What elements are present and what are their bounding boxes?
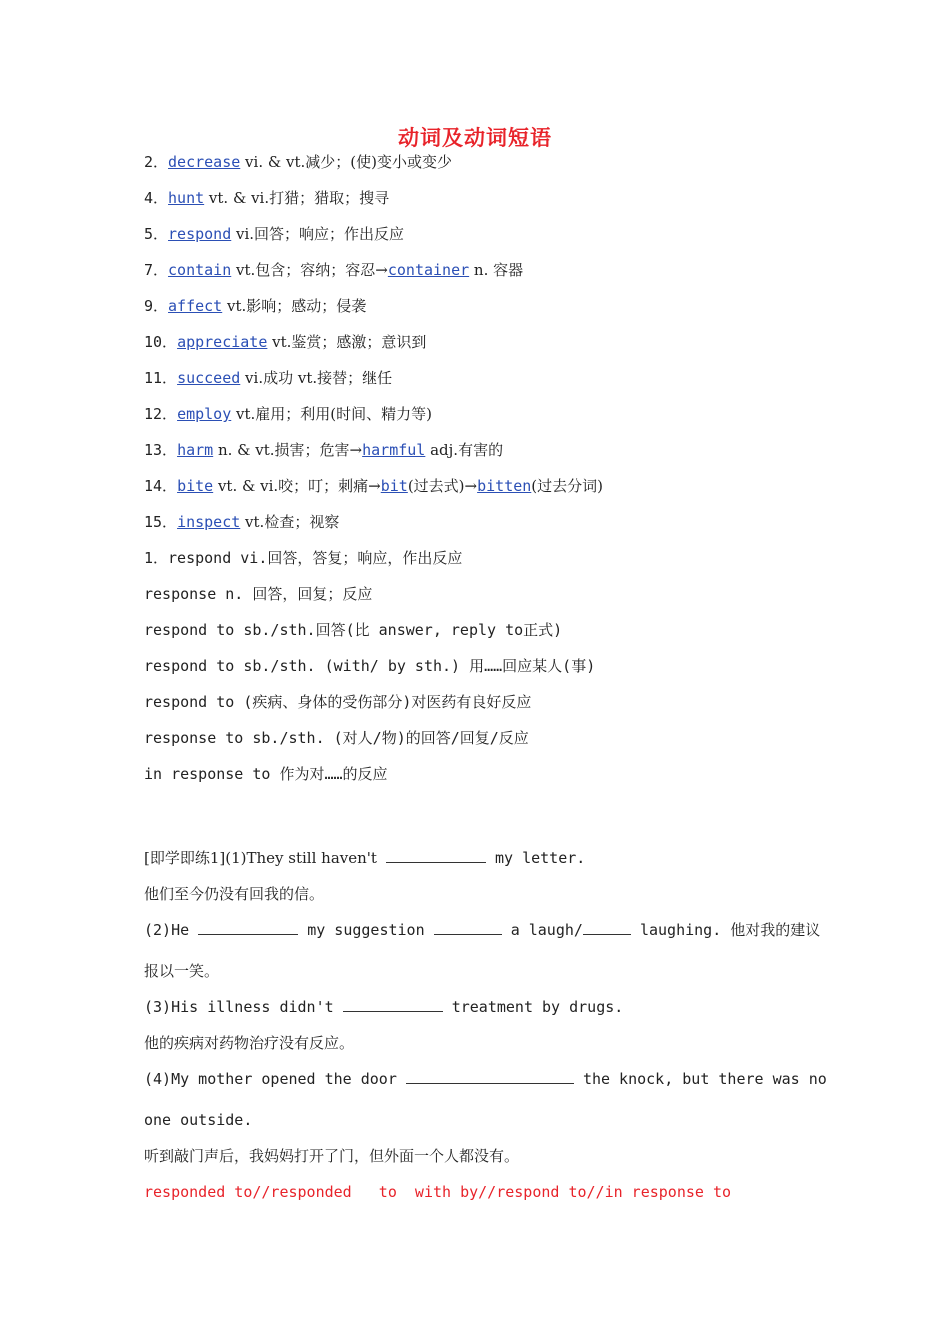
- vocab-item: [144, 332, 426, 352]
- answer-blank[interactable]: [583, 920, 631, 935]
- item-number: 4．: [144, 189, 169, 207]
- vocab-word-link[interactable]: harm: [177, 441, 214, 459]
- vocab-derived-link[interactable]: container: [387, 261, 470, 279]
- exercise-q4-continued: one outside.: [144, 1111, 253, 1129]
- vocab-item: [144, 512, 339, 532]
- item-number: 10．: [144, 333, 178, 351]
- exercise-q1-translation: 他们至今仍没有回我的信。: [144, 885, 325, 903]
- note-line: response to sb./sth. (对人/物)的回答/回复/反应: [144, 729, 529, 747]
- answer-blank[interactable]: [198, 920, 298, 935]
- note-line: respond to sb./sth.回答(比 answer, reply to正式): [144, 621, 563, 639]
- item-number: 11．: [144, 369, 178, 387]
- item-number: 7．: [144, 261, 169, 279]
- vocab-definition: vt.影响；感动；侵袭: [222, 297, 367, 315]
- item-number: 14．: [144, 477, 178, 495]
- note-line: in response to 作为对……的反应: [144, 765, 388, 783]
- vocab-word-link[interactable]: bite: [177, 477, 214, 495]
- answer-blank[interactable]: [386, 848, 486, 863]
- vocab-definition: vi.回答；响应；作出反应: [231, 225, 405, 243]
- item-number: 2．: [144, 153, 169, 171]
- vocab-definition: vt.鉴赏；感激；意识到: [267, 333, 427, 351]
- question-text: [即学即练1](1)They still haven't: [144, 849, 377, 867]
- vocab-definition: (过去式)→: [407, 477, 478, 495]
- vocab-derived-link[interactable]: bit: [380, 477, 408, 495]
- vocab-derived-link[interactable]: harmful: [362, 441, 426, 459]
- vocab-definition: vt. & vi.咬；叮；刺痛→: [213, 477, 381, 495]
- answer-blank[interactable]: [343, 997, 443, 1012]
- vocab-definition: adj.有害的: [425, 441, 504, 459]
- vocab-definition: vi. & vt.减少；(使)变小或变少: [240, 153, 452, 171]
- vocab-item: [144, 404, 432, 424]
- vocab-definition: vt.雇用；利用(时间、精力等): [231, 405, 432, 423]
- vocab-item: [144, 224, 404, 244]
- question-text: the knock, but there was no: [582, 1070, 827, 1088]
- question-text: (2)He: [144, 921, 190, 939]
- question-text: my letter.: [495, 849, 586, 867]
- vocab-definition: n. 容器: [469, 261, 524, 279]
- exercise-q4: [144, 1069, 827, 1089]
- vocab-word-link[interactable]: employ: [177, 405, 232, 423]
- vocab-derived-link[interactable]: bitten: [477, 477, 532, 495]
- vocab-item: [144, 476, 603, 496]
- exercise-q3: [144, 997, 623, 1017]
- note-line: response n. 回答，回复；反应: [144, 585, 373, 603]
- exercise-q3-translation: 他的疾病对药物治疗没有反应。: [144, 1034, 355, 1052]
- answer-blank[interactable]: [434, 920, 502, 935]
- exercise-q2-translation: 报以一笑。: [144, 962, 220, 980]
- item-number: 15．: [144, 513, 178, 531]
- note-line: respond to (疾病、身体的受伤部分)对医药有良好反应: [144, 693, 532, 711]
- vocab-word-link[interactable]: affect: [168, 297, 223, 315]
- page-title: 动词及动词短语: [398, 126, 552, 150]
- vocab-word-link[interactable]: succeed: [177, 369, 241, 387]
- note-line: 1．respond vi.回答，答复；响应，作出反应: [144, 549, 463, 567]
- vocab-item: [144, 260, 523, 280]
- vocab-definition: vi.成功 vt.接替；继任: [240, 369, 393, 387]
- item-number: 9．: [144, 297, 169, 315]
- vocab-word-link[interactable]: inspect: [177, 513, 241, 531]
- vocab-word-link[interactable]: decrease: [168, 153, 241, 171]
- answer-blank[interactable]: [406, 1069, 574, 1084]
- item-number: 5．: [144, 225, 169, 243]
- vocab-definition: vt. & vi.打猎；猎取；搜寻: [204, 189, 390, 207]
- vocab-definition: (过去分词): [531, 477, 604, 495]
- vocab-word-link[interactable]: appreciate: [177, 333, 268, 351]
- item-number: 12．: [144, 405, 178, 423]
- vocab-item: [144, 188, 389, 208]
- vocab-definition: vt.检查；视察: [240, 513, 340, 531]
- question-text: laughing. 他对我的建议: [639, 921, 821, 939]
- question-text: a laugh/: [510, 921, 583, 939]
- answer-key: responded to//responded to with by//respond to//in response to: [144, 1183, 731, 1201]
- vocab-item: [144, 296, 366, 316]
- exercise-q2: [144, 920, 821, 940]
- vocab-item: [144, 152, 452, 172]
- item-number: 13．: [144, 441, 178, 459]
- question-text: my suggestion: [307, 921, 425, 939]
- vocab-word-link[interactable]: hunt: [168, 189, 205, 207]
- vocab-word-link[interactable]: contain: [168, 261, 232, 279]
- question-text: (3)His illness didn't: [144, 998, 334, 1016]
- vocab-item: [144, 368, 392, 388]
- vocab-item: [144, 440, 503, 460]
- note-line: respond to sb./sth. (with/ by sth.) 用……回应某人(事): [144, 657, 596, 675]
- vocab-definition: vt.包含；容纳；容忍→: [231, 261, 388, 279]
- question-text: treatment by drugs.: [451, 998, 624, 1016]
- vocab-definition: n. & vt.损害；危害→: [213, 441, 363, 459]
- question-text: (4)My mother opened the door: [144, 1070, 397, 1088]
- vocab-word-link[interactable]: respond: [168, 225, 232, 243]
- exercise-q4-translation: 听到敲门声后，我妈妈打开了门，但外面一个人都没有。: [144, 1147, 520, 1165]
- exercise-q1: [144, 848, 585, 868]
